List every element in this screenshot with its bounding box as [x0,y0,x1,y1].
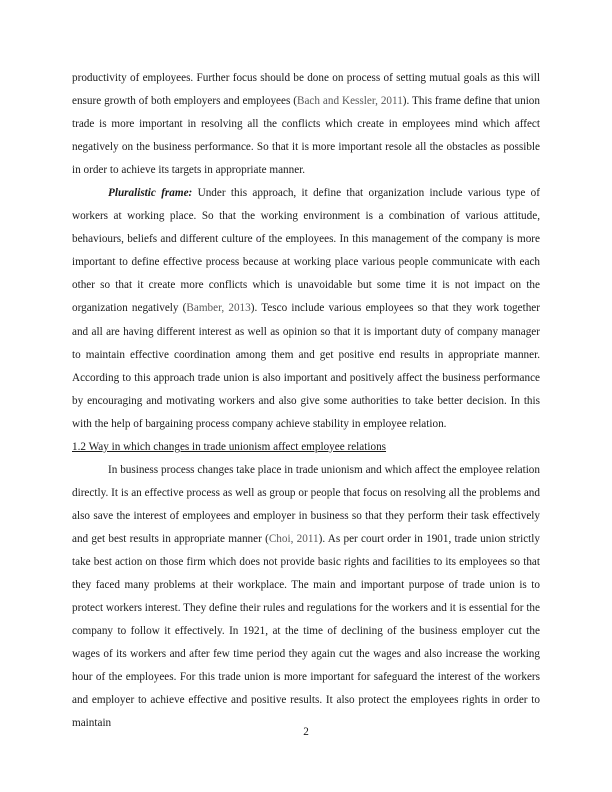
page-number: 2 [303,726,309,738]
paragraph-text: ). As per court order in 1901, trade union strictly take best action on those firm which does not provide basic rights and facilities to its employees so that they faced many problems at their workplace. The main and important purpose of trade union is to protect workers interest. They define their rules and regulations for the workers and it is essential for the company to follow it effectively. In 1921, at the time of declining of the business employer cut the wages of its workers and after few time period they again cut the wages and also increase the working hour of the employees. For this trade union is more important for safeguard the interest of the workers and employer to achieve effective and positive results. It also protect the employees rights in order to maintain [72,532,540,730]
paragraph-productivity [72,67,540,182]
citation: Choi, 2011 [268,532,319,545]
pluralistic-frame-lead: Pluralistic frame: [108,187,193,200]
paragraph-trade-unionism [72,459,540,736]
citation: Bach and Kessler, 2011 [296,95,403,108]
paragraph-text: ). This frame define that union trade is more important in resolving all the conflicts which create in employees mind which affect negatively on the business performance. So that it is more important resole all the obstacles as possible in order to achieve its targets in appropriate manner. [72,95,540,177]
document-body [72,67,540,735]
paragraph-pluralistic-frame [72,182,540,436]
paragraph-text: productivity of employees. Further focus should be done on process of setting mutual goals as this will ensure growth of both employers and employees ( [72,72,540,108]
paragraph-text: In business process changes take place in trade unionism and which affect the employee relation directly. It is an effective process as well as group or people that focus on resolving all the problems and also save the interest of employees and employer in business so that they perform their task effectively and get best results in appropriate manner ( [72,463,540,545]
section-heading: 1.2 Way in which changes in trade unionism affect employee relations [72,440,387,453]
citation: Bamber, 2013 [186,302,251,315]
paragraph-text: Under this approach, it define that organization include various type of workers at working place. So that the working environment is a combination of various attitude, behaviours, beliefs and different culture of the employees. In this management of the company is more important to define effective process because at working place various people communicate with each other so that it create more conflicts which is unavoidable but some time it is not impact on the organization negatively ( [72,187,540,315]
paragraph-text: ). Tesco include various employees so that they work together and all are having different interest as well as opinion so that it is important duty of company manager to maintain effective coordination among them and get positive end results in appropriate manner. According to this approach trade union is also important and positively affect the business performance by encouraging and motivating workers and also give some authorities to take better decision. In this with the help of bargaining process company achieve stability in employee relation. [72,302,540,430]
